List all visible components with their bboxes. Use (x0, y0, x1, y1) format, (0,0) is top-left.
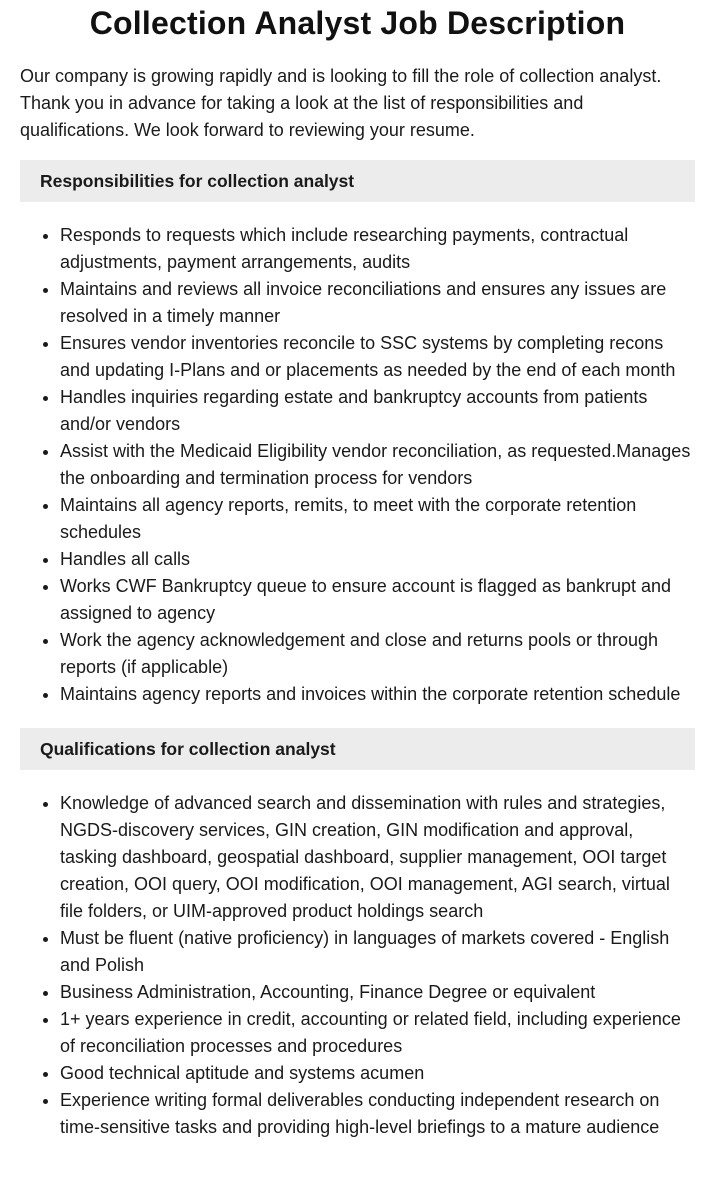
list-item: • Handles inquiries regarding estate and bankruptcy accounts from patients and/or vendors (60, 384, 695, 438)
responsibilities-heading: Responsibilities for collection analyst (20, 160, 695, 202)
list-item: • Business Administration, Accounting, Finance Degree or equivalent (60, 979, 695, 1006)
list-item: • Handles all calls (60, 546, 695, 573)
list-item: • 1+ years experience in credit, accounting or related field, including experience of reconciliation processes and procedures (60, 1006, 695, 1060)
list-item: • Knowledge of advanced search and dissemination with rules and strategies, NGDS-discovery services, GIN creation, GIN modification and approval, tasking dashboard, geospatial dashboard, supplier management, OOI target creation, OOI query, OOI modification, OOI management, AGI search, virtual file folders, or UIM-approved product holdings search (60, 790, 695, 925)
page-title: Collection Analyst Job Description (89, 5, 626, 41)
list-item: • Maintains and reviews all invoice reconciliations and ensures any issues are resolved in a timely manner (60, 276, 695, 330)
qualifications-list (20, 790, 695, 1141)
list-item: • Assist with the Medicaid Eligibility vendor reconciliation, as requested.Manages the onboarding and termination process for vendors (60, 438, 695, 492)
list-item: • Maintains agency reports and invoices within the corporate retention schedule (60, 681, 695, 708)
qualifications-heading: Qualifications for collection analyst (20, 728, 695, 770)
list-item: • Maintains all agency reports, remits, to meet with the corporate retention schedules (60, 492, 695, 546)
list-item: • Responds to requests which include researching payments, contractual adjustments, payment arrangements, audits (60, 222, 695, 276)
list-item: • Work the agency acknowledgement and close and returns pools or through reports (if applicable) (60, 627, 695, 681)
list-item: • Experience writing formal deliverables conducting independent research on time-sensitive tasks and providing high-level briefings to a mature audience (60, 1087, 695, 1141)
list-item: • Ensures vendor inventories reconcile to SSC systems by completing recons and updating I-Plans and or placements as needed by the end of each month (60, 330, 695, 384)
list-item: • Must be fluent (native proficiency) in languages of markets covered - English and Polish (60, 925, 695, 979)
responsibilities-list (20, 222, 695, 708)
list-item: • Good technical aptitude and systems acumen (60, 1060, 695, 1087)
list-item: • Works CWF Bankruptcy queue to ensure account is flagged as bankrupt and assigned to agency (60, 573, 695, 627)
intro-paragraph: Our company is growing rapidly and is looking to fill the role of collection analyst. Thank you in advance for taking a look at the list of responsibilities and qualifications. We look forward to reviewing your resume. (20, 66, 662, 140)
